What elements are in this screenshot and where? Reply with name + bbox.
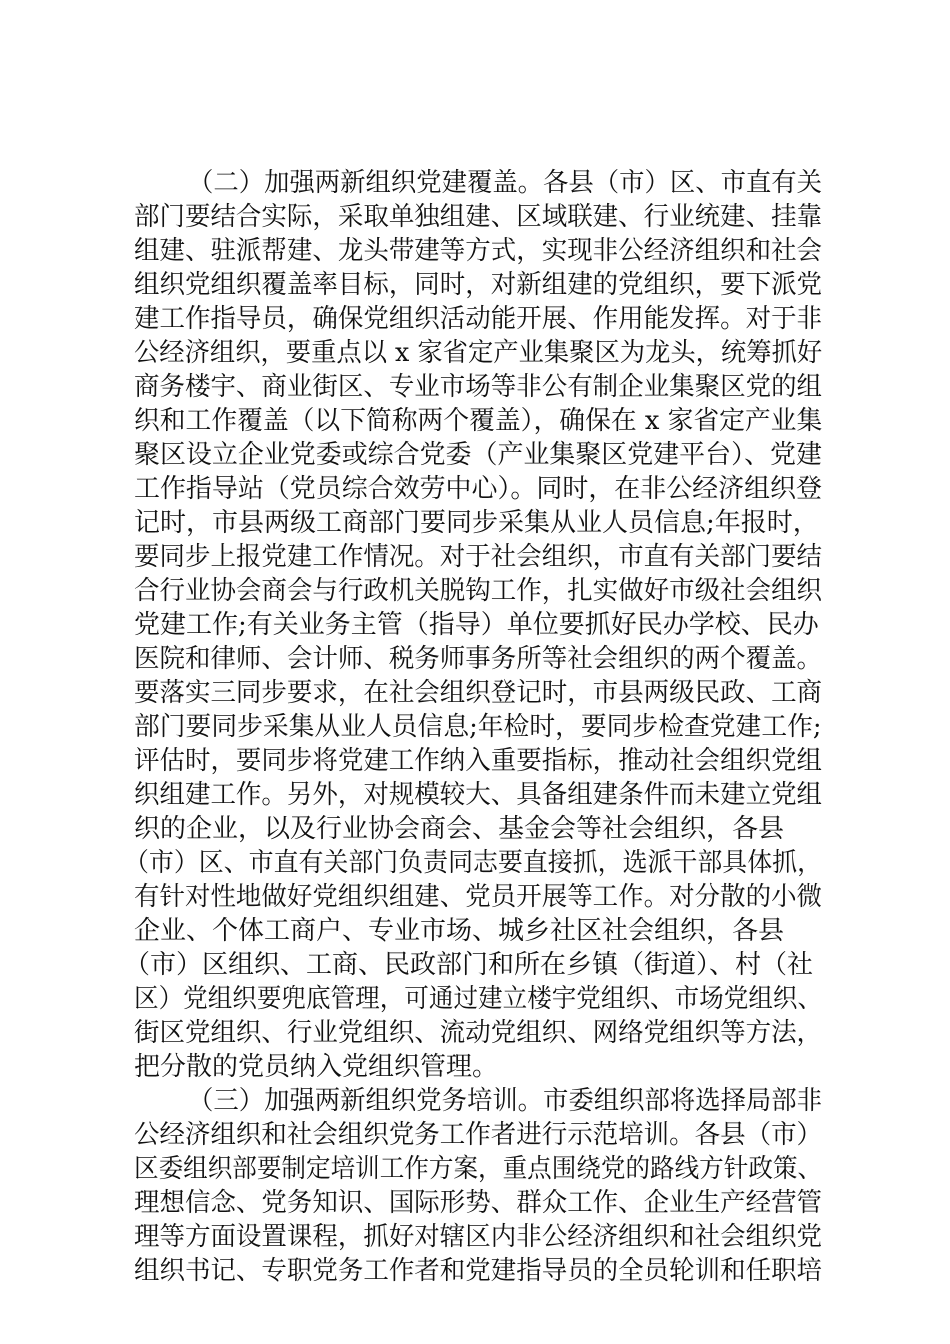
text-line: 要落实三同步要求，在社会组织登记时，市县两级民政、工商	[134, 678, 823, 708]
text-line: 织的企业，以及行业协会商会、基金会等社会组织，各县	[134, 814, 785, 844]
text-line: （二）加强两新组织党建覆盖。各县（市）区、市直有关	[188, 168, 823, 198]
text-line: 医院和律师、会计师、税务师事务所等社会组织的两个覆盖。	[134, 644, 823, 674]
text-line: 组织书记、专职党务工作者和党建指导员的全员轮训和任职培	[134, 1256, 823, 1286]
text-line: 评估时，要同步将党建工作纳入重要指标，推动社会组织党组	[134, 746, 823, 776]
text-line: 公经济组织，要重点以 x 家省定产业集聚区为龙头，统筹抓好	[134, 338, 823, 368]
text-line: （市）区、市直有关部门负责同志要直接抓，选派干部具体抓，	[124, 848, 823, 878]
text-line: 织组建工作。另外，对规模较大、具备组建条件而未建立党组	[134, 780, 823, 810]
text-line: 合行业协会商会与行政机关脱钩工作，扎实做好市级社会组织	[134, 576, 823, 606]
text-line: 理等方面设置课程，抓好对辖区内非公经济组织和社会组织党	[134, 1222, 823, 1252]
text-line: 组织党组织覆盖率目标，同时，对新组建的党组织，要下派党	[134, 270, 823, 300]
text-line: 街区党组织、行业党组织、流动党组织、网络党组织等方法，	[134, 1018, 823, 1048]
text-line: （三）加强两新组织党务培训。市委组织部将选择局部非	[188, 1086, 823, 1116]
text-line: 织和工作覆盖（以下简称两个覆盖），确保在 x 家省定产业集	[134, 406, 823, 436]
text-line: 要同步上报党建工作情况。对于社会组织，市直有关部门要结	[134, 542, 823, 572]
text-line: 建工作指导员，确保党组织活动能开展、作用能发挥。对于非	[134, 304, 823, 334]
text-line: 把分散的党员纳入党组织管理。	[134, 1052, 499, 1082]
text-line: 区）党组织要兜底管理，可通过建立楼宇党组织、市场党组织、	[134, 984, 823, 1014]
text-line: 企业、个体工商户、专业市场、城乡社区社会组织，各县	[134, 916, 785, 946]
text-line: 党建工作;有关业务主管（指导）单位要抓好民办学校、民办	[134, 610, 819, 640]
text-line: 工作指导站（党员综合效劳中心）。同时，在非公经济组织登	[134, 474, 822, 504]
text-line: 商务楼宇、商业街区、专业市场等非公有制企业集聚区党的组	[134, 372, 823, 402]
text-line: 有针对性地做好党组织组建、党员开展等工作。对分散的小微	[134, 882, 823, 912]
text-line: （市）区组织、工商、民政部门和所在乡镇（街道）、村（社	[124, 950, 814, 980]
text-line: 部门要同步采集从业人员信息;年检时，要同步检查党建工作;	[134, 712, 822, 742]
text-line: 组建、驻派帮建、龙头带建等方式，实现非公经济组织和社会	[134, 236, 823, 266]
text-line: 部门要结合实际，采取单独组建、区域联建、行业统建、挂靠	[134, 202, 823, 232]
text-line: 理想信念、党务知识、国际形势、群众工作、企业生产经营管	[134, 1188, 823, 1218]
text-line: 聚区设立企业党委或综合党委（产业集聚区党建平台）、党建	[134, 440, 822, 470]
text-line: 记时，市县两级工商部门要同步采集从业人员信息;年报时，	[134, 508, 819, 538]
text-line: 区委组织部要制定培训工作方案，重点围绕党的路线方针政策、	[134, 1154, 823, 1184]
text-line: 公经济组织和社会组织党务工作者进行示范培训。各县（市）	[134, 1120, 823, 1150]
